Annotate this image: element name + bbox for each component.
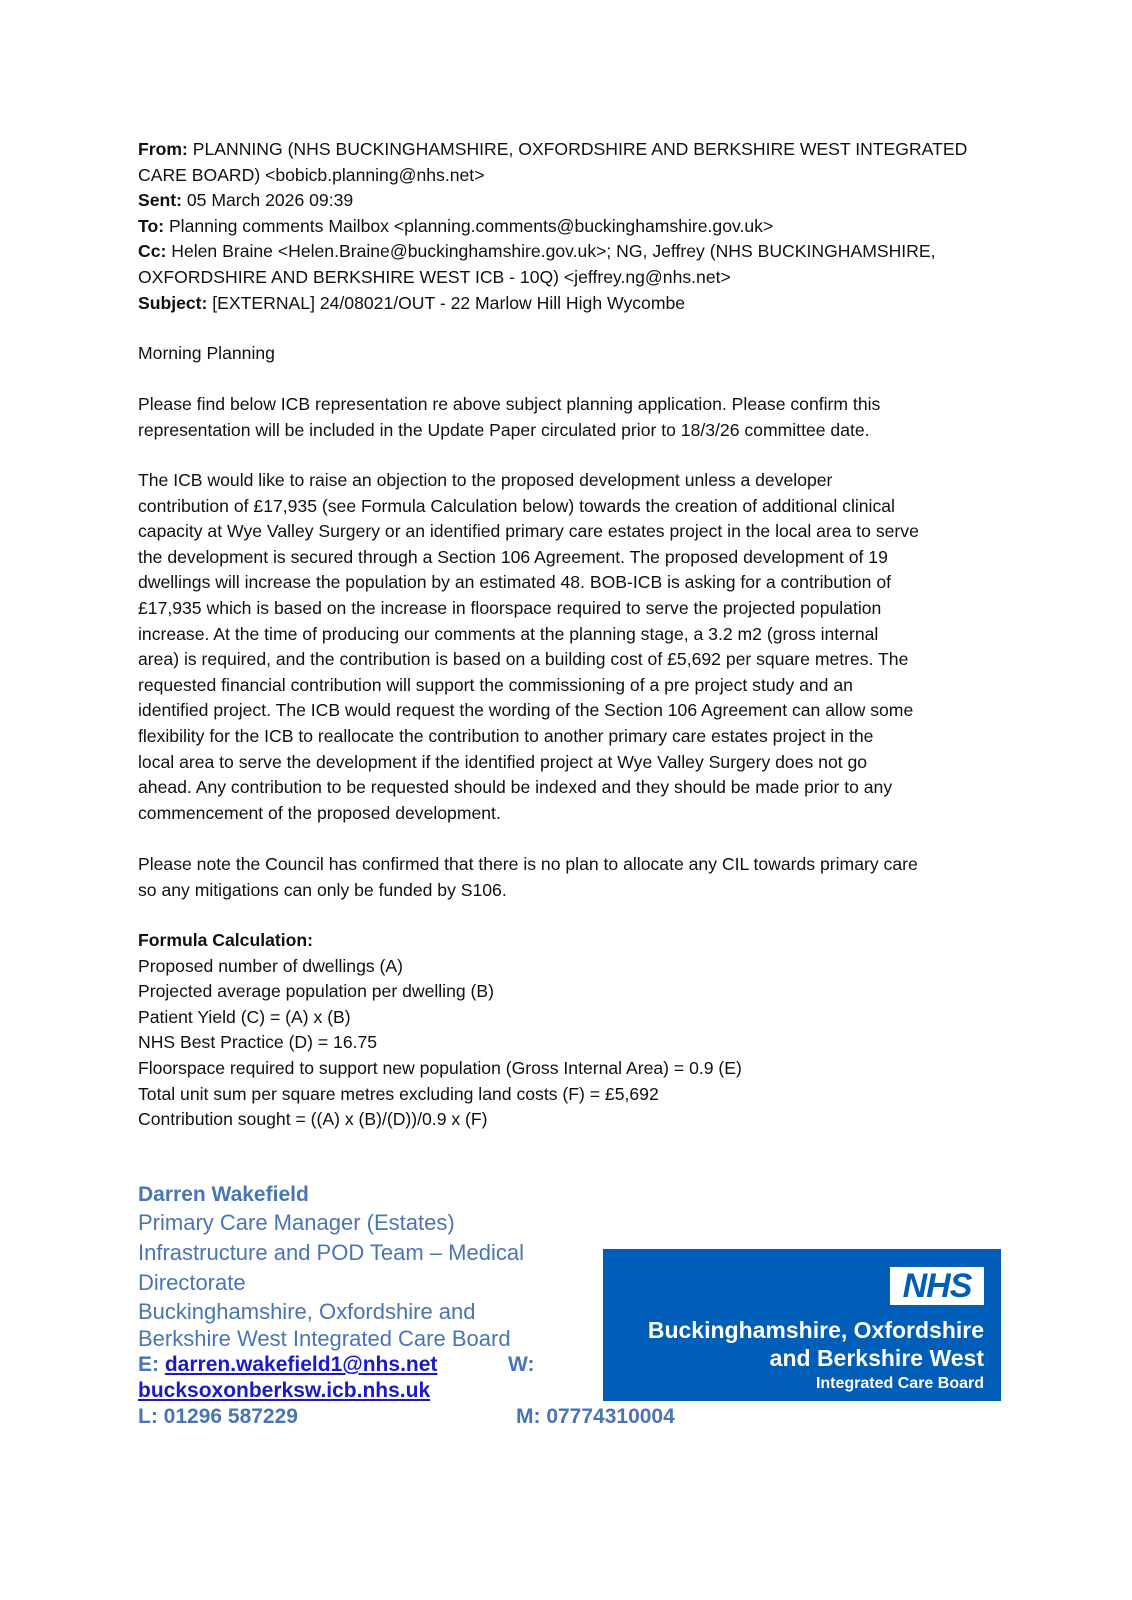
to-line [138,214,998,240]
paragraph-line: Please note the Council has confirmed that there is no plan to allocate any CIL towards primary care [138,854,918,874]
formula-line: Patient Yield (C) = (A) x (B) [138,1006,351,1027]
from-value: PLANNING (NHS BUCKINGHAMSHIRE, OXFORDSHIRE AND BERKSHIRE WEST INTEGRATED [192,139,968,159]
signature-phone-line [138,1404,698,1430]
paragraph-line: the development is secured through a Section 106 Agreement. The proposed development of 19 [138,546,888,567]
paragraph-line: contribution of £17,935 (see Formula Calculation below) towards the creation of additional clinical [138,495,895,516]
to-label: To: [138,215,165,236]
email-header [138,137,998,316]
paragraph-line: local area to serve the development if the identified project at Wye Valley Surgery does not go [138,751,868,772]
formula-line: NHS Best Practice (D) = 16.75 [138,1032,378,1053]
paragraph-line: The ICB would like to raise an objection to the proposed development unless a developer [138,470,833,490]
paragraph-2 [138,468,998,826]
logo-line-2: and Berkshire West [769,1345,984,1371]
paragraph-1 [138,392,998,443]
paragraph-line: area) is required, and the contribution is based on a building cost of £5,692 per square metres. The [138,649,909,670]
subject-line [138,291,998,317]
from-line [138,137,998,163]
signature-title: Primary Care Manager (Estates) [138,1210,455,1235]
formula-line: Floorspace required to support new population (Gross Internal Area) = 0.9 (E) [138,1057,742,1078]
cc-line-2 [138,265,998,291]
icb-logo [603,1249,1001,1401]
nhs-logo-text: NHS [902,1266,972,1305]
paragraph-line: so any mitigations can only be funded by S106. [138,879,507,900]
nhs-logo-box [890,1267,984,1305]
logo-line-1: Buckinghamshire, Oxfordshire [647,1317,984,1343]
cc-value-2: OXFORDSHIRE AND BERKSHIRE WEST ICB - 10Q) <jeffrey.ng@nhs.net> [138,266,731,287]
landline: L: 01296 587229 [138,1405,298,1428]
paragraph-line: £17,935 which is based on the increase in floorspace required to serve the projected population [138,597,882,618]
paragraph-3 [138,852,998,903]
logo-line-3: Integrated Care Board [815,1375,984,1392]
signature-team-line-2: Directorate [138,1270,246,1295]
formula-calculation [138,928,998,1133]
signature-team-line-1: Infrastructure and POD Team – Medical [138,1240,524,1265]
signature-org-line-2: Berkshire West Integrated Care Board [138,1326,511,1351]
from-line-2 [138,163,998,189]
greeting: Morning Planning [138,343,275,363]
paragraph-line: Please find below ICB representation re above subject planning application. Please confirm this [138,394,881,414]
subject-value: [EXTERNAL] 24/08021/OUT - 22 Marlow Hill High Wycombe [212,292,686,313]
paragraph-line: commencement of the proposed development. [138,802,501,823]
paragraph-line: requested financial contribution will support the commissioning of a pre project study and an [138,674,853,695]
to-value: Planning comments Mailbox <planning.comments@buckinghamshire.gov.uk> [168,215,774,236]
signature-org-line-1: Buckinghamshire, Oxfordshire and [138,1299,476,1324]
from-value-2: CARE BOARD) <bobicb.planning@nhs.net> [138,164,485,185]
cc-line [138,239,998,265]
paragraph-line: capacity at Wye Valley Surgery or an identified primary care estates project in the local area to serve [138,521,919,542]
formula-line: Projected average population per dwelling (B) [138,981,494,1002]
formula-line: Total unit sum per square metres excluding land costs (F) = £5,692 [138,1083,659,1104]
mobile: M: 07774310004 [516,1405,675,1428]
web-label: W: [508,1353,535,1376]
formula-line: Proposed number of dwellings (A) [138,955,404,976]
sent-line [138,188,998,214]
paragraph-line: dwellings will increase the population by an estimated 48. BOB-ICB is asking for a contribution of [138,572,892,593]
formula-line: Contribution sought = ((A) x (B)/(D))/0.9 x (F) [138,1109,488,1130]
email-label: E: [138,1353,159,1376]
paragraph-line: ahead. Any contribution to be requested should be indexed and they should be made prior to any [138,777,893,798]
website-link[interactable]: bucksoxonberksw.icb.nhs.uk [138,1379,431,1402]
signature-name: Darren Wakefield [138,1183,309,1206]
cc-label: Cc: [138,241,167,262]
email-link[interactable]: darren.wakefield1@nhs.net [164,1353,438,1376]
paragraph-line: identified project. The ICB would request the wording of the Section 106 Agreement can allow some [138,700,914,721]
from-label: From: [138,139,188,159]
paragraph-line: representation will be included in the Update Paper circulated prior to 18/3/26 committee date. [138,419,870,440]
paragraph-line: increase. At the time of producing our comments at the planning stage, a 3.2 m2 (gross internal [138,623,879,644]
cc-value: Helen Braine <Helen.Braine@buckinghamshire.gov.uk>; NG, Jeffrey (NHS BUCKINGHAMSHIRE, [171,241,936,262]
formula-title: Formula Calculation: [138,930,313,950]
sent-value: 05 March 2026 09:39 [186,190,354,211]
sent-label: Sent: [138,190,182,211]
subject-label: Subject: [138,292,208,313]
paragraph-line: flexibility for the ICB to reallocate the contribution to another primary care estates project in the [138,725,874,746]
